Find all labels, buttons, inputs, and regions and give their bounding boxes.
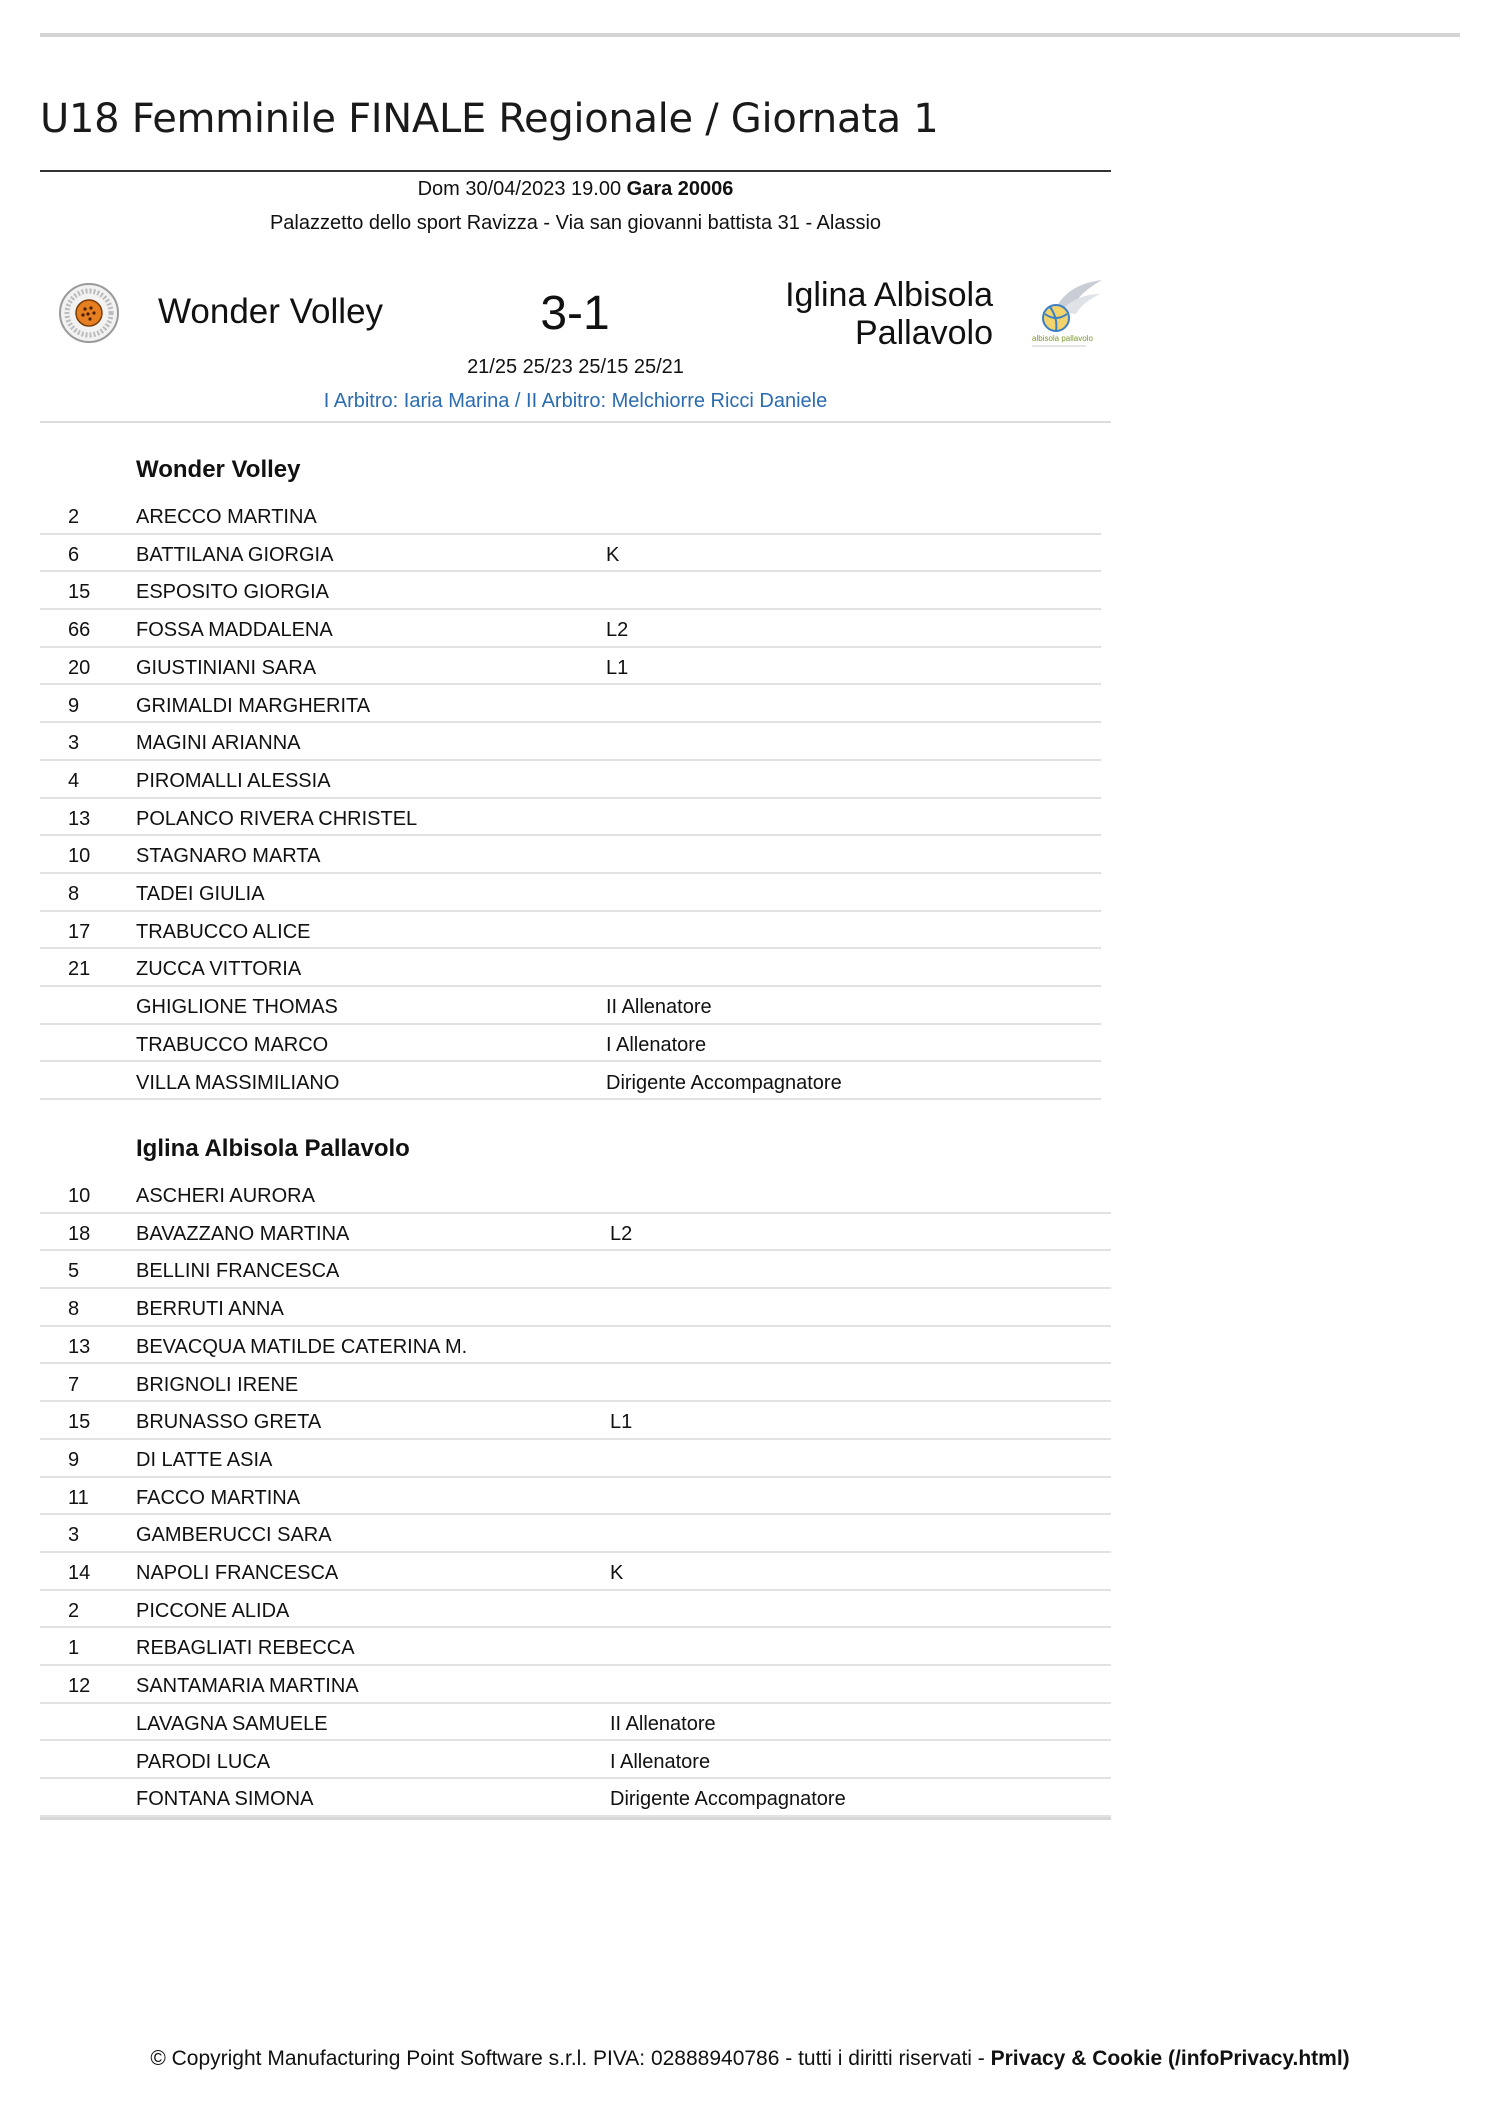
roster-row: [40, 497, 1101, 535]
player-number: 10: [68, 1185, 91, 1207]
player-number: 12: [68, 1675, 91, 1698]
roster-row: [40, 723, 1101, 761]
member-role: L2: [606, 619, 629, 642]
away-team-name: [700, 276, 993, 352]
member-name: GAMBERUCCI SARA: [136, 1524, 332, 1547]
member-name: BEVACQUA MATILDE CATERINA M.: [136, 1335, 468, 1358]
roster-row: [40, 1553, 1111, 1591]
member-name: SANTAMARIA MARTINA: [136, 1675, 359, 1698]
match-score: 3-1: [540, 287, 610, 340]
roster-row: [40, 987, 1101, 1025]
member-name: BELLINI FRANCESCA: [136, 1260, 340, 1283]
member-name: ZUCCA VITTORIA: [136, 958, 302, 981]
roster-team-title: Wonder Volley: [136, 456, 301, 483]
roster-row: [40, 1327, 1111, 1365]
top-divider: [40, 33, 1460, 37]
player-number: 17: [68, 920, 91, 943]
member-role: L2: [610, 1222, 633, 1245]
footer: [40, 2047, 1460, 2071]
member-name: BATTILANA GIORGIA: [136, 543, 334, 566]
roster-row: [40, 1478, 1111, 1516]
privacy-link[interactable]: Privacy & Cookie (/infoPrivacy.html): [990, 2047, 1350, 2070]
player-number: 18: [68, 1222, 91, 1245]
roster-row: [40, 1742, 1111, 1780]
roster-row: [40, 1176, 1111, 1214]
player-number: 1: [68, 1637, 80, 1660]
member-role: II Allenatore: [610, 1712, 716, 1735]
member-name: BRUNASSO GRETA: [136, 1411, 322, 1434]
member-name: GHIGLIONE THOMAS: [136, 996, 338, 1019]
svg-text:albisola pallavolo: albisola pallavolo: [1032, 334, 1093, 343]
member-name: BRIGNOLI IRENE: [136, 1373, 299, 1396]
away-team-logo-icon: [1026, 278, 1104, 350]
header-divider: [40, 421, 1111, 423]
roster-row: [40, 1289, 1111, 1327]
member-name: NAPOLI FRANCESCA: [136, 1562, 339, 1584]
home-team-logo-icon: [58, 282, 120, 344]
page-title: U18 Femminile FINALE Regionale / Giornata 1: [40, 96, 939, 142]
member-role: II Allenatore: [606, 996, 712, 1019]
member-name: PIROMALLI ALESSIA: [136, 769, 331, 792]
roster-row: [40, 1591, 1111, 1629]
roster-row: [40, 1402, 1111, 1440]
roster-row: [40, 1025, 1101, 1063]
member-name: BAVAZZANO MARTINA: [136, 1222, 350, 1245]
away-team-name-line1: Iglina Albisola: [785, 276, 993, 314]
roster-row: [40, 1440, 1111, 1478]
player-number: 9: [68, 694, 80, 717]
member-name: VILLA MASSIMILIANO: [136, 1071, 340, 1094]
member-name: DI LATTE ASIA: [136, 1448, 273, 1471]
player-number: 6: [68, 543, 80, 566]
member-name: PICCONE ALIDA: [136, 1599, 290, 1622]
title-underline: [40, 170, 1111, 172]
player-number: 14: [68, 1562, 91, 1584]
member-name: REBAGLIATI REBECCA: [136, 1637, 355, 1660]
away-team-name-line2: Pallavolo: [855, 314, 993, 352]
member-name: BERRUTI ANNA: [136, 1298, 284, 1321]
member-name: ASCHERI AURORA: [136, 1185, 315, 1207]
referees: I Arbitro: Iaria Marina / II Arbitro: Melchiorre Ricci Daniele: [323, 390, 828, 412]
roster-row: [40, 1666, 1111, 1704]
player-number: 9: [68, 1448, 80, 1471]
player-number: 4: [68, 769, 80, 792]
roster-row: [40, 1628, 1111, 1666]
player-number: 66: [68, 619, 91, 642]
roster-row: [40, 874, 1101, 912]
member-name: GRIMALDI MARGHERITA: [136, 694, 371, 717]
member-role: K: [610, 1562, 624, 1584]
home-team-name: Wonder Volley: [158, 292, 384, 331]
roster-row: [40, 799, 1101, 837]
member-role: I Allenatore: [606, 1033, 707, 1056]
roster-row: [40, 1779, 1111, 1817]
player-number: 21: [68, 958, 91, 981]
member-name: TRABUCCO ALICE: [136, 920, 311, 943]
player-number: 8: [68, 883, 80, 905]
roster-row: [40, 535, 1101, 573]
member-role: I Allenatore: [610, 1750, 711, 1773]
player-number: 2: [68, 1599, 80, 1622]
player-number: 11: [68, 1486, 89, 1509]
member-name: ARECCO MARTINA: [136, 506, 317, 528]
member-name: MAGINI ARIANNA: [136, 732, 301, 755]
match-venue: Palazzetto dello sport Ravizza - Via san giovanni battista 31 - Alassio: [269, 212, 882, 234]
member-name: FACCO MARTINA: [136, 1486, 301, 1509]
member-name: LAVAGNA SAMUELE: [136, 1712, 328, 1735]
member-role: K: [606, 543, 620, 566]
roster-row: [40, 1515, 1111, 1553]
roster-row: [40, 686, 1101, 724]
set-scores: 21/25 25/23 25/15 25/21: [467, 356, 684, 378]
member-role: L1: [610, 1411, 633, 1434]
roster-row: [40, 1214, 1111, 1252]
member-role: Dirigente Accompagnatore: [606, 1071, 842, 1094]
roster-row: [40, 610, 1101, 648]
member-name: POLANCO RIVERA CHRISTEL: [136, 807, 418, 830]
member-name: TRABUCCO MARCO: [136, 1033, 329, 1056]
roster-end-divider: [40, 1817, 1111, 1820]
member-name: ESPOSITO GIORGIA: [136, 581, 330, 604]
roster-row: [40, 648, 1101, 686]
member-name: GIUSTINIANI SARA: [136, 656, 317, 679]
member-name: PARODI LUCA: [136, 1750, 271, 1773]
member-name: STAGNARO MARTA: [136, 845, 321, 868]
roster-row: [40, 912, 1101, 950]
roster-row: [40, 1251, 1111, 1289]
member-name: FONTANA SIMONA: [136, 1788, 314, 1811]
roster-row: [40, 1365, 1111, 1403]
player-number: 15: [68, 1411, 91, 1434]
player-number: 13: [68, 807, 91, 830]
roster-row: [40, 949, 1101, 987]
member-name: TADEI GIULIA: [136, 883, 265, 905]
footer-copyright: © Copyright Manufacturing Point Software s.r.l. PIVA: 02888940786 - tutti i diritti riservati -: [150, 2047, 991, 2070]
roster-row: [40, 1704, 1111, 1742]
player-number: 7: [68, 1373, 80, 1396]
member-role: L1: [606, 656, 629, 679]
roster-team-title: Iglina Albisola Pallavolo: [136, 1135, 410, 1162]
player-number: 15: [68, 581, 91, 604]
player-number: 5: [68, 1260, 80, 1283]
player-number: 2: [68, 506, 80, 528]
player-number: 20: [68, 656, 91, 679]
player-number: 8: [68, 1298, 80, 1321]
roster-row: [40, 572, 1101, 610]
roster-row: [40, 761, 1101, 799]
player-number: 3: [68, 1524, 80, 1547]
match-datetime-line: [40, 178, 1111, 201]
game-number: Gara 20006: [626, 178, 734, 200]
match-datetime: Dom 30/04/2023 19.00: [417, 178, 622, 200]
player-number: 13: [68, 1335, 91, 1358]
member-name: FOSSA MADDALENA: [136, 619, 333, 642]
member-role: Dirigente Accompagnatore: [610, 1788, 846, 1811]
roster-row: [40, 836, 1101, 874]
player-number: 3: [68, 732, 80, 755]
player-number: 10: [68, 845, 91, 868]
roster-row: [40, 1063, 1101, 1101]
